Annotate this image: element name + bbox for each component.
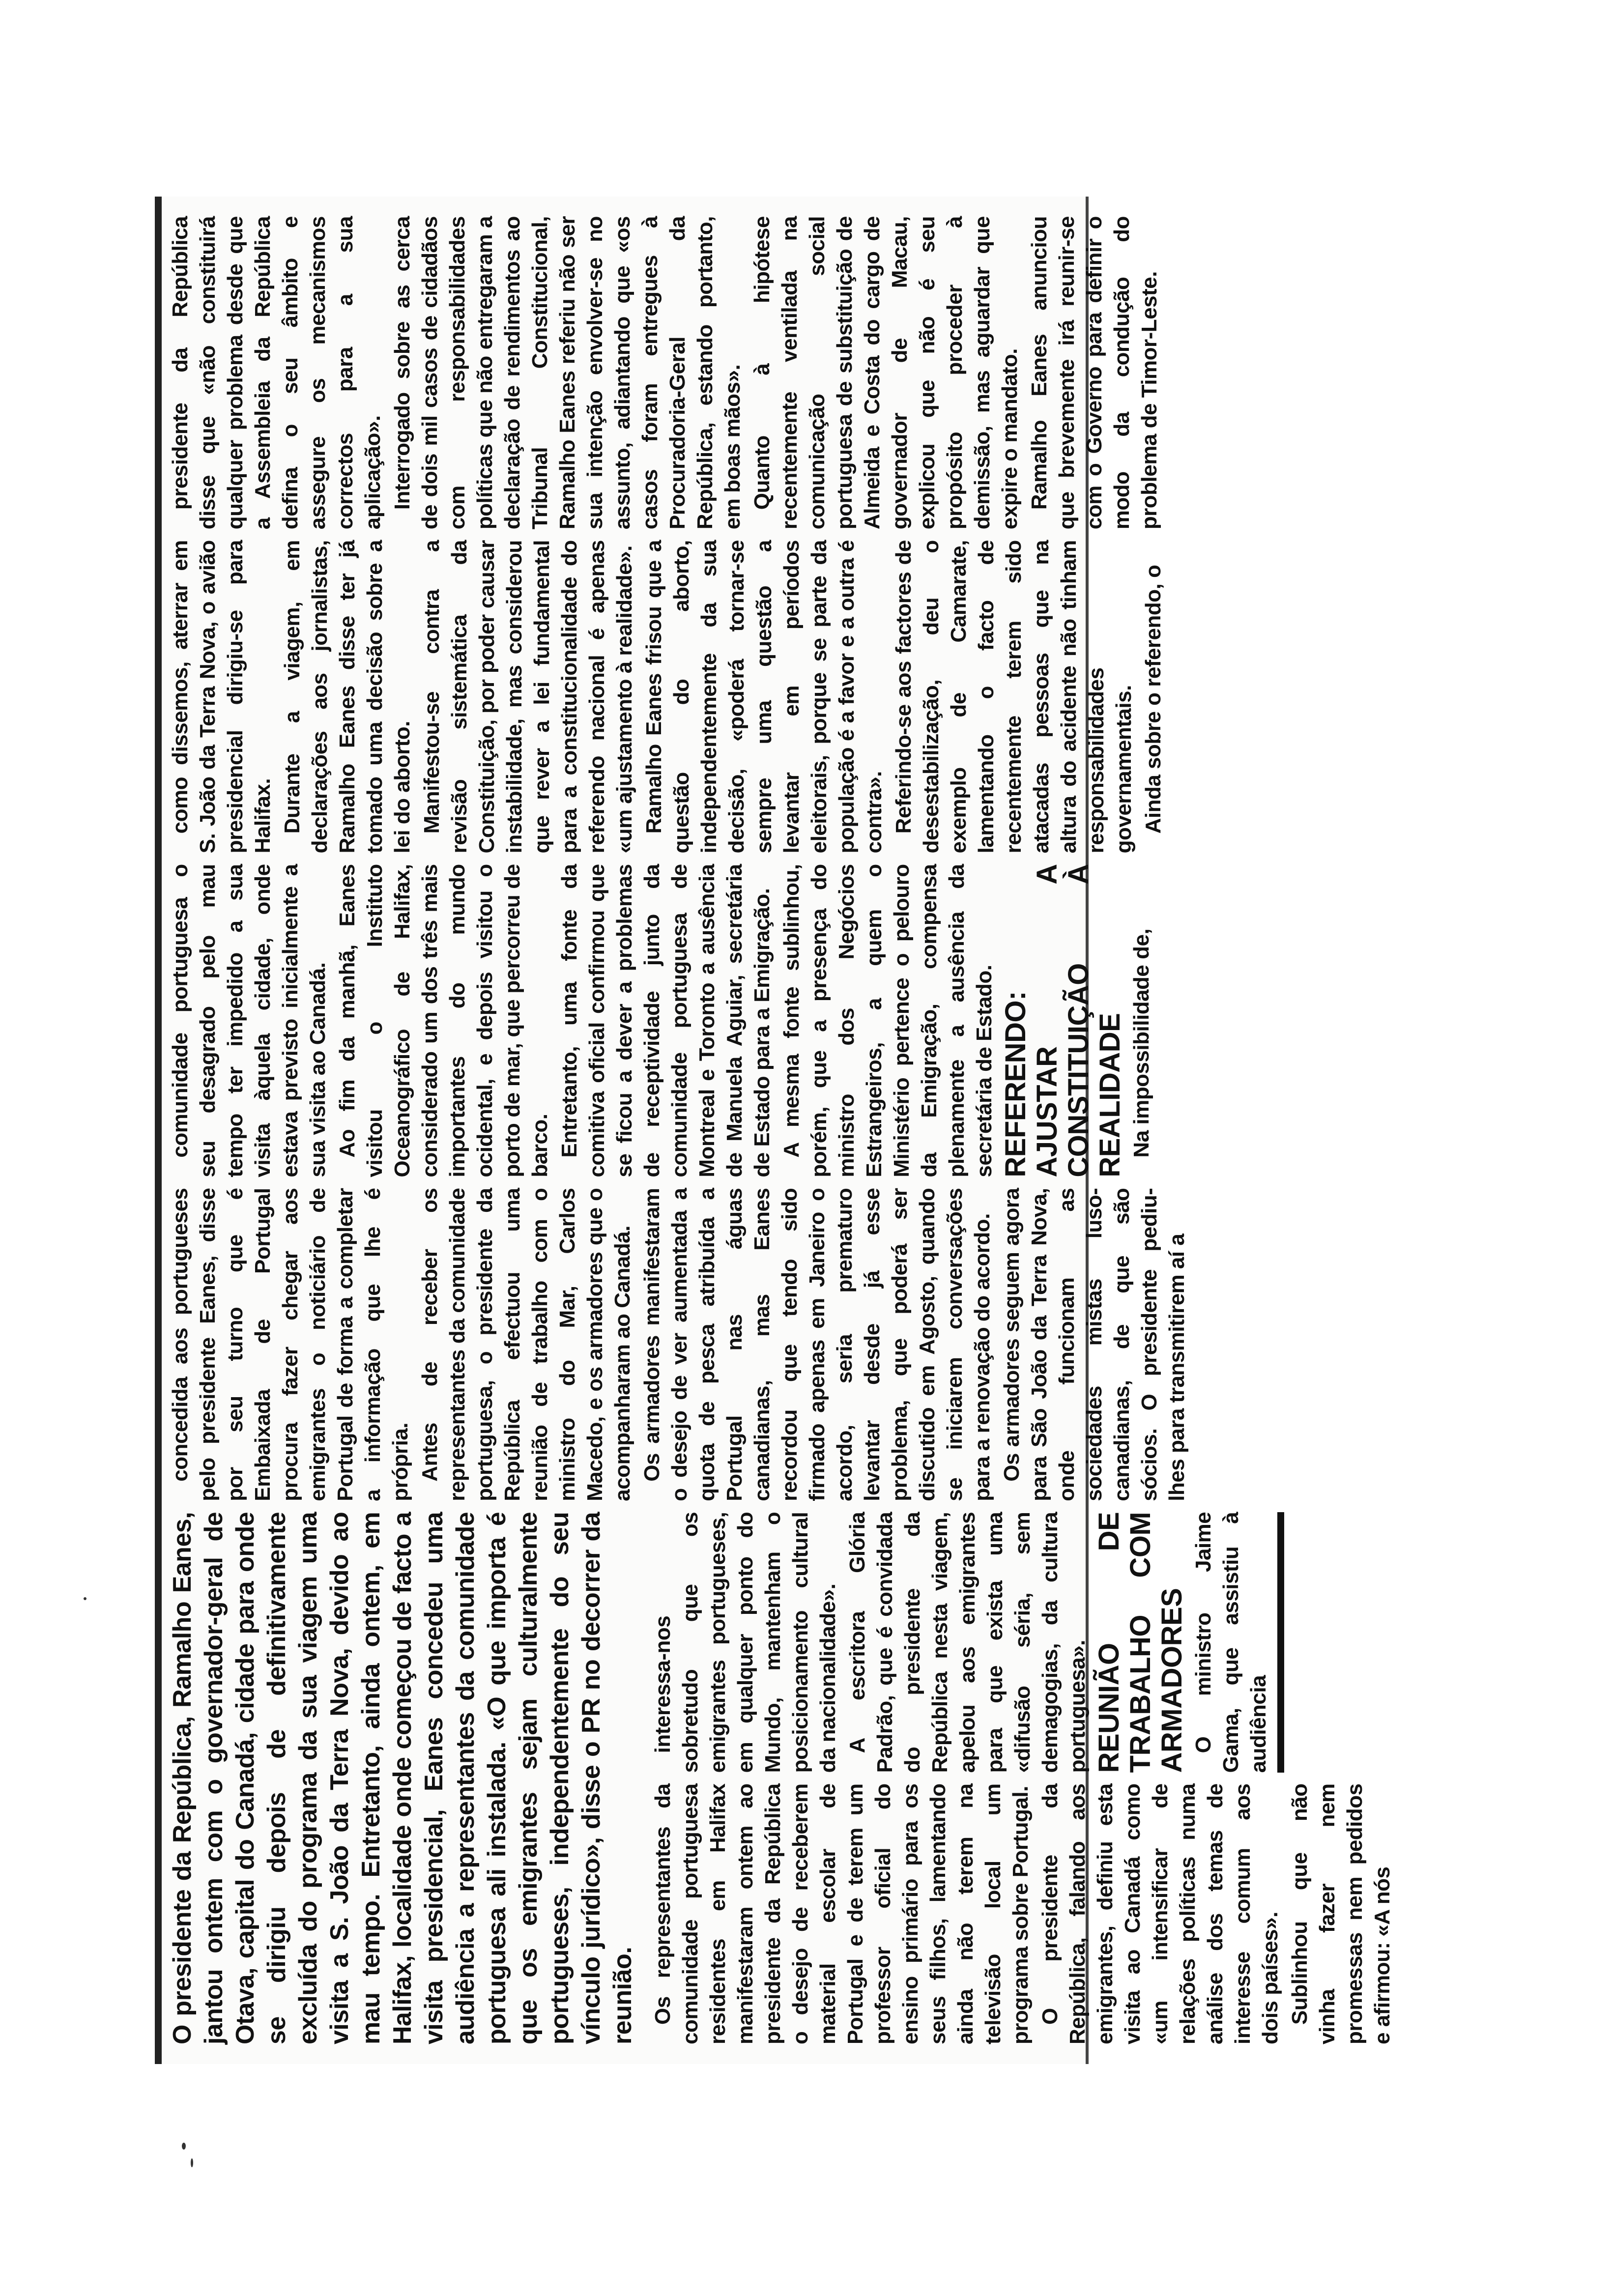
article-column-6	[167, 216, 1161, 530]
paragraph: Interrogado sobre as cerca de dois mil casos de cidadãos com responsabilidades políticas que não entregaram a declaração de rendimentos ao Tribunal Constitucional, Ramalho Eanes referiu não ser sua intenção envolver-se no assunto, adiantando que «os casos foram entregues à Procuradoria-Geral da República, estando portanto, em boas mãos».	[390, 216, 745, 530]
subheading-referendo: REFERENDO: AJUSTAR A CONSTITUIÇÃO À REALIDADE	[1000, 864, 1126, 1177]
paragraph: Os representantes da comunidade portuguesa residentes em Halifax manifestaram ontem ao presidente da República o desejo de receberem material escolar de Portugal e de terem um professor oficial do ensino primário para os seus filhos, lamentando ainda não terem na televisão local um programa sobre Portugal.	[651, 1783, 1033, 2044]
paragraph: Durante a viagem, em declarações aos jornalistas, Ramalho Eanes disse ter já tomado uma decisão sobre a lei do aborto.	[280, 540, 414, 854]
paragraph: Ramalho Eanes frisou que a questão do aborto, independentemente da sua decisão, «poderá tornar-se sempre uma questão a levantar em períodos eleitorais, porque se parte da população é a favor e a outra é contra».	[642, 540, 886, 854]
lead-body	[649, 1512, 1398, 2044]
column-rule	[1277, 1512, 1284, 1773]
newspaper-clipping	[155, 197, 1394, 2064]
paragraph: Ao fim da manhã, Eanes visitou o Instituto Oceanográfico de Halifax, considerado um dos três mais importantes do mundo ocidental, e depois visitou o porto de mar, que percorreu de barco.	[335, 864, 552, 1177]
article-column-3	[167, 1188, 1189, 1501]
lead-column-block	[167, 1512, 1394, 2044]
paragraph: comunidade portuguesa o seu desagrado pelo mau tempo ter impedido a sua visita àquela cidade, onde estava previsto inicialmente a sua visita ao Canadá.	[168, 864, 330, 1177]
paragraph: Os armadores manifestaram o desejo de ver aumentada a quota de pesca atribuída a Portugal nas águas canadianas, mas Eanes recordou que tendo sido firmado apenas em Janeiro o acordo, seria prematuro levantar desde já esse problema, que poderá ser discutido em Agosto, quando se iniciarem conversações para a renovação do acordo.	[640, 1188, 994, 1501]
paragraph: O ministro Jaime Gama, que assistiu à audiência	[1191, 1512, 1270, 1773]
rotated-article	[162, 206, 1394, 2054]
article-lead: O presidente da República, Ramalho Eanes, jantou ontem com o governador-geral de Otava, capital do Canadá, cidade para onde se dirigiu depois de definitivamente excluída do programa da sua viagem uma visita a S. João da Terra Nova, devido ao mau tempo. Entretanto, ainda ontem, em Halifax, localidade onde começou de facto a visita presidencial, Eanes concedeu uma audiência a representantes da comunidade portuguesa ali instalada. «O que importa é que os emigrantes sejam culturalmente portugueses, independentemente do seu vínculo jurídico», disse o PR no decorrer da reunião.	[168, 1512, 637, 2044]
paragraph: concedida aos portugueses pelo presidente Eanes, disse por seu turno que é Embaixada de Portugal procura fazer chegar aos emigrantes o noticiário de Portugal de forma a completar a informação que lhe é própria.	[168, 1188, 412, 1501]
paragraph: Antes de receber os representantes da comunidade portuguesa, o presidente da República efectuou uma reunião de trabalho com o ministro do Mar, Carlos Macedo, e os armadores que o acompanharam ao Canadá.	[418, 1188, 634, 1501]
paragraph: Na impossibilidade de,	[1129, 928, 1153, 1158]
paragraph: Entretanto, uma fonte da comitiva oficial confirmou que se ficou a dever a problemas de receptividade junto da comunidade portuguesa de Montreal e Toronto a ausência de Manuela Aguiar, secretária de Estado para a Emigração.	[557, 864, 774, 1177]
article-column-5	[167, 540, 1165, 854]
paragraph: O presidente da República, falando aos emigrantes, definiu esta visita ao Canadá como «um intensificar de relações políticas numa análise dos temas de interesse comum aos dois países».	[1038, 1783, 1282, 2044]
paragraph: A escritora Glória Padrão, que é convidada do presidente da República nesta viagem, apelou aos emigrantes para que exista uma «difusão séria, sem demagogias, da cultura portuguesa».	[845, 1512, 1090, 1773]
paragraph: como dissemos, aterrar em S. João da Terra Nova, o avião presidencial dirigiu-se para Halifax.	[168, 540, 275, 854]
paragraph: Referindo-se aos factores de desestabilização, deu o exemplo de Camarate, lamentando o facto de recentemente terem sido atacadas pessoas que na altura do acidente não tinham responsabilidades governamentais.	[892, 540, 1136, 854]
paragraph: Manifestou-se contra a revisão sistemática da Constituição, por poder causar instabilidade, mas considerou que rever a lei fundamental para a constitucionalidade do referendo nacional é apenas «um ajustamento à realidade».	[420, 540, 636, 854]
paragraph: Quanto à hipótese recentemente ventilada na comunicação social portuguesa de substituição de Almeida e Costa do cargo de governador de Macau, explicou que não é seu propósito proceder à demissão, mas aguardar que expire o mandato.	[750, 216, 1022, 530]
paragraph: Sublinhou que não vinha fazer nem promessas nem pedidos e afirmou: «A nós	[1288, 1783, 1394, 2044]
paragraph: interessa-nos sobretudo que os emigrantes portugueses, em qualquer ponto do Mundo, mantenham o posicionamento cultural da nacionalidade».	[651, 1512, 840, 1773]
article-column-4	[167, 864, 1153, 1177]
paragraph: A mesma fonte sublinhou, porém, que a presença do ministro dos Negócios Estrangeiros, a quem o Ministério pertence o pelouro da Emigração, compensa plenamente a ausência da secretária de Estado.	[779, 864, 996, 1177]
scan-speck	[182, 2143, 186, 2150]
subheading-reuniao: REUNIÃO DE TRABALHO COM ARMADORES	[1093, 1512, 1188, 1773]
paragraph: Ainda sobre o referendo, o	[1141, 565, 1165, 834]
scan-speck	[191, 2158, 193, 2167]
paragraph: Ramalho Eanes anunciou que brevemente irá reunir-se com o Governo para definir o modo da condução do problema de Timor-Leste.	[1027, 216, 1161, 530]
paragraph: Os armadores seguem agora para São João da Terra Nova, onde funcionam as sociedades mistas luso-canadianas, de que são sócios. O presidente pediu-lhes para transmitirem aí a	[1000, 1188, 1189, 1501]
paragraph: presidente da República disse que «não constituirá qualquer problema desde que a Assembleia da República defina o seu âmbito e assegure os mecanismos correctos para a sua aplicação».	[168, 216, 385, 530]
scan-speck	[84, 1597, 86, 1600]
article-column-1	[649, 1783, 1398, 2044]
article-column-2	[649, 1512, 1398, 1773]
